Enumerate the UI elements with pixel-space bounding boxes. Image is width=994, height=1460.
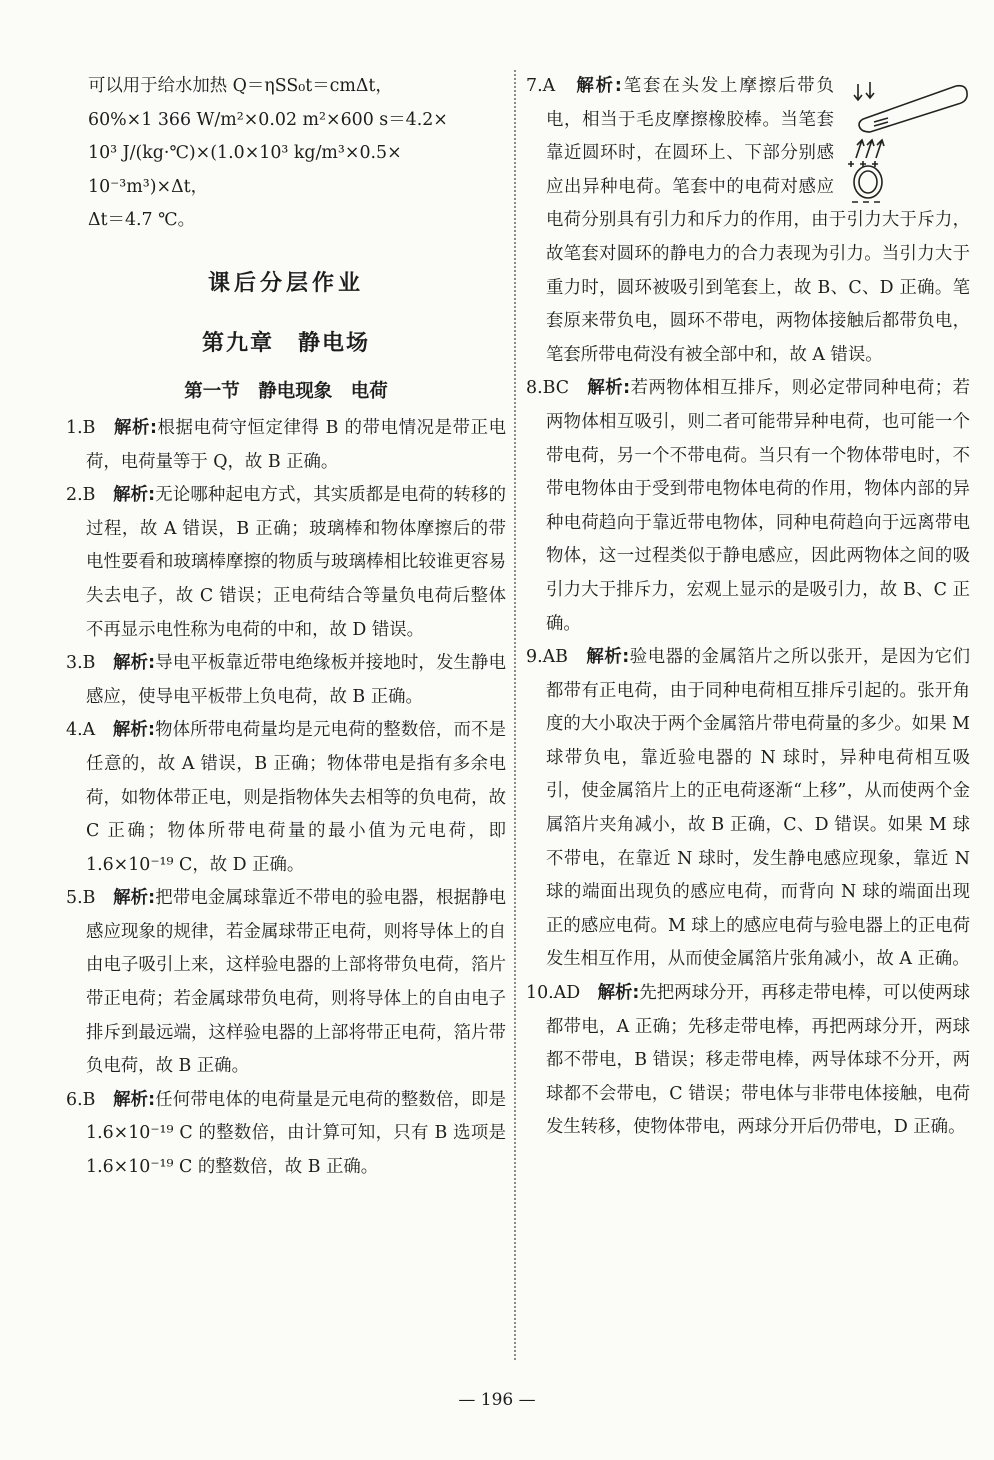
answer-text: 验电器的金属箔片之所以张开，是因为它们都带有正电荷，由于同种电荷相互排斥引起的。张开角度的大小取决于两个金属箔片带电荷量的多少。如果 M 球带负电，靠近验电器的 N 球时，异种电荷相互吸引，使金属箔片上的正电荷逐渐“上移”，从而使两个金属箔片夹角减小，故 B 正确，C、D 错误。如果 M 球不带电，在靠近 N 球时，发生静电感应现象，靠近 N 球的端面出现负的感应电荷，而背向 N 球的端面出现正的感应电荷。M 球上的感应电荷与验电器上的正电荷发生相互作用，从而使金属箔片张角减小，故 A 正确。 [546, 647, 970, 970]
answer-text: 导电平板靠近带电绝缘板并接地时，发生静电感应，使导电平板带上负电荷，故 B 正确。 [86, 653, 506, 707]
section-heading: 第一节 静电现象 电荷 [184, 380, 388, 402]
analysis-label: 解析: [597, 983, 640, 1004]
answer-number: 3.B [66, 653, 96, 674]
analysis-label: 解析: [587, 378, 631, 399]
answer-item-7-wrapper [526, 70, 970, 372]
answer-text: 把带电金属球靠近不带电的验电器，根据静电感应现象的规律，若金属球带正电荷，则将导体上的自由电子吸引上来，这样验电器的上部将带负电荷，箔片带正电荷；若金属球带负电荷，则将导体上的自由电子排斥到最远端，这样验电器的上部将带正电荷，箔片带负电荷，故 B 正确。 [86, 888, 506, 1077]
arrow-up-icon [856, 140, 864, 158]
answer-number: 7.A [526, 76, 556, 96]
answer-text: 物体所带电荷量均是元电荷的整数倍，而不是任意的，故 A 错误，B 正确；物体带电是指有多余电荷，如物体带正电，则是指物体失去相等的负电荷，故 C 正确；物体所带电荷量的最小值为元电荷，即 1.6×10⁻¹⁹ C，故 D 正确。 [86, 720, 506, 875]
answer-item-9 [526, 641, 970, 977]
column-divider [514, 70, 516, 1360]
answer-number: 8.BC [526, 378, 570, 399]
answer-text: 任何带电体的电荷量是元电荷的整数倍，即是 1.6×10⁻¹⁹ C 的整数倍，由计算可知，只有 B 选项是 1.6×10⁻¹⁹ C 的整数倍，故 B 正确。 [86, 1089, 506, 1178]
answer-number: 4.A [66, 720, 96, 741]
answer-number: 6.B [66, 1089, 96, 1110]
arrow-up-icon [876, 140, 884, 158]
answer-number: 1.B [66, 417, 96, 438]
analysis-label: 解析: [113, 417, 157, 438]
answer-text: 无论哪种起电方式，其实质都是电荷的转移的过程，故 A 错误，B 正确；玻璃棒和物体摩擦后的带电性要看和玻璃棒摩擦的物质与玻璃棒相比较谁更容易失去电子，故 C 错误；正电荷结合等量负电荷后整体不再显示电性称为电荷的中和，故 D 错误。 [86, 485, 506, 640]
answer-item-8 [526, 372, 970, 641]
answer-text: 根据电荷守恒定律得 B 的带电情况是带正电荷，电荷量等于 Q，故 B 正确。 [86, 417, 506, 472]
answer-item-1 [66, 412, 506, 479]
pen-cap-ring-figure [844, 78, 970, 206]
chapter-heading: 第九章 静电场 [201, 330, 370, 356]
answer-item-10 [526, 977, 970, 1145]
answer-item-6 [66, 1084, 506, 1185]
intro-line-5: Δt＝4.7 ℃。 [88, 210, 195, 231]
answer-number: 2.B [66, 485, 96, 506]
plus-charge-icon [848, 161, 878, 167]
answer-item-2 [66, 479, 506, 647]
answer-text: 笔套在头发上摩擦后带负电，相当于毛皮摩擦橡胶棒。当笔套靠近圆环时，在圆环上、下部分别感应出异种电荷。笔套中的电荷对感应电荷分别具有引力和斥力的作用，由于引力大于斥力，故笔套对圆环的静电力的合力表现为引力。当引力大于重力时，圆环被吸引到笔套上，故 B、C、D 正确。笔套原来带负电，圆环不带电，两物体接触后都带负电，笔套所带电荷没有被全部中和，故 A 错误。 [546, 76, 970, 365]
answer-number: 10.AD [526, 983, 581, 1004]
answer-item-4 [66, 714, 506, 882]
intro-line-3: 10³ J/(kg·℃)×(1.0×10³ kg/m³×0.5× [88, 143, 402, 164]
intro-line-1: 可以用于给水加热 Q＝ηSS₀t＝cmΔt， [88, 76, 393, 96]
arrow-down-icon [854, 84, 862, 100]
answer-number: 5.B [66, 888, 96, 909]
analysis-label: 解析: [576, 76, 622, 96]
intro-line-4: 10⁻³m³)×Δt， [88, 176, 209, 197]
right-column [526, 70, 970, 1145]
left-column [66, 70, 506, 1185]
answer-text: 若两物体相互排斥，则必定带同种电荷；若两物体相互吸引，则二者可能带异种电荷，也可能一个带电荷，另一个不带电荷。当只有一个物体带电时，不带电物体由于受到带电物体电荷的作用，物体内部的异种电荷趋向于靠近带电物体，同种电荷趋向于远离带电物体，这一过程类似于静电感应，因此两物体之间的吸引力大于排斥力，宏观上显示的是吸引力，故 B、C 正确。 [546, 378, 970, 634]
answer-text: 先把两球分开，再移走带电棒，可以使两球都带电，A 正确；先移走带电棒，再把两球分开，两球都不带电，B 错误；移走带电棒，两导体球不分开，两球都不会带电，C 错误；带电体与非带电体接触，电荷发生转移，使物体带电，两球分开后仍带电，D 正确。 [546, 983, 970, 1138]
main-heading: 课后分层作业 [207, 270, 364, 296]
analysis-label: 解析: [113, 653, 156, 674]
analysis-label: 解析: [113, 485, 156, 506]
analysis-label: 解析: [113, 1089, 156, 1110]
analysis-label: 解析: [113, 888, 156, 909]
page-number: — 196 — [458, 1390, 536, 1410]
analysis-label: 解析: [586, 647, 630, 668]
answer-number: 9.AB [526, 647, 568, 668]
answer-item-3 [66, 647, 506, 714]
arrow-down-icon [866, 82, 874, 98]
intro-line-2: 60%×1 366 W/m²×0.02 m²×600 s＝4.2× [88, 109, 448, 130]
answer-item-5 [66, 882, 506, 1084]
analysis-label: 解析: [112, 720, 155, 741]
arrow-up-icon [866, 140, 874, 158]
